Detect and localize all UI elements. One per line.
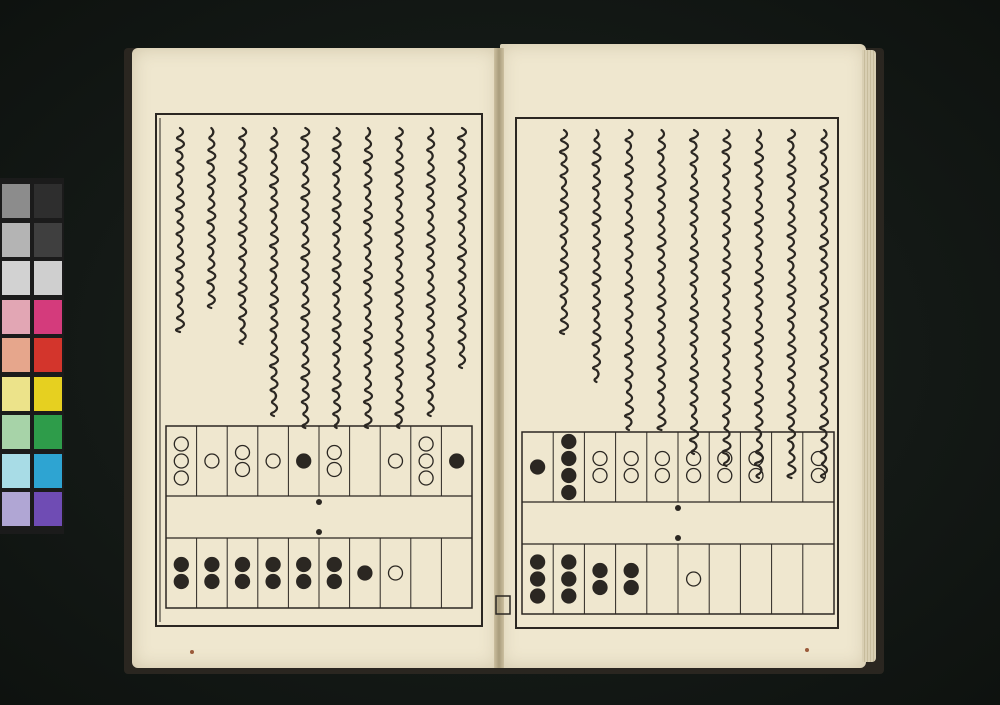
color-patch: [2, 377, 30, 411]
black-stone: [531, 555, 545, 569]
star-point: [675, 505, 681, 511]
black-stone: [562, 452, 576, 466]
color-patch: [34, 300, 62, 334]
black-stone: [174, 575, 188, 589]
white-stone: [687, 469, 701, 483]
text-column: [427, 128, 435, 416]
white-stone: [236, 463, 250, 477]
color-patch: [2, 454, 30, 488]
black-stone: [358, 566, 372, 580]
white-stone: [419, 454, 433, 468]
black-stone: [562, 469, 576, 483]
black-stone: [205, 558, 219, 572]
white-stone: [327, 463, 341, 477]
black-stone: [562, 486, 576, 500]
white-stone: [419, 471, 433, 485]
black-stone: [624, 581, 638, 595]
black-stone: [593, 581, 607, 595]
right-page-text-columns: [560, 130, 828, 478]
star-point: [316, 499, 322, 505]
white-stone: [811, 452, 825, 466]
black-stone: [531, 589, 545, 603]
text-column: [560, 130, 568, 334]
color-patch: [2, 184, 30, 218]
color-patch: [34, 415, 62, 449]
white-stone: [419, 437, 433, 451]
color-calibration-chart: [0, 178, 64, 534]
white-stone: [687, 572, 701, 586]
black-stone: [266, 558, 280, 572]
white-stone: [174, 437, 188, 451]
right-page-go-diagram: [522, 432, 834, 614]
color-patch: [2, 338, 30, 372]
text-column: [364, 128, 372, 428]
white-stone: [655, 469, 669, 483]
color-patch: [34, 377, 62, 411]
color-patch: [2, 261, 30, 295]
text-column: [658, 130, 666, 430]
black-stone: [562, 555, 576, 569]
white-stone: [389, 454, 403, 468]
text-column: [723, 130, 731, 466]
white-stone: [327, 446, 341, 460]
printed-ink-layer: [124, 44, 884, 674]
text-column: [458, 128, 466, 368]
paper-spot: [805, 648, 809, 652]
left-page-text-columns: [176, 128, 466, 428]
text-column: [207, 128, 215, 308]
black-stone: [236, 575, 250, 589]
color-patch: [2, 300, 30, 334]
text-column: [176, 128, 184, 332]
black-stone: [205, 575, 219, 589]
color-patch: [34, 338, 62, 372]
white-stone: [236, 446, 250, 460]
black-stone: [327, 558, 341, 572]
color-patch: [34, 454, 62, 488]
text-column: [395, 128, 403, 428]
text-column: [593, 130, 601, 382]
color-patch: [34, 184, 62, 218]
color-patch: [34, 223, 62, 257]
text-column: [239, 128, 247, 344]
black-stone: [236, 558, 250, 572]
white-stone: [593, 452, 607, 466]
black-stone: [624, 564, 638, 578]
text-column: [270, 128, 278, 416]
star-point: [675, 535, 681, 541]
right-page-frame: [516, 118, 838, 628]
black-stone: [266, 575, 280, 589]
white-stone: [624, 469, 638, 483]
white-stone: [205, 454, 219, 468]
folio-number: [496, 596, 510, 614]
text-column: [625, 130, 633, 430]
open-book: [124, 44, 884, 674]
paper-spot: [190, 650, 194, 654]
black-stone: [593, 564, 607, 578]
color-patch: [34, 492, 62, 526]
black-stone: [531, 460, 545, 474]
star-point: [316, 529, 322, 535]
black-stone: [297, 454, 311, 468]
text-column: [301, 128, 309, 428]
black-stone: [562, 572, 576, 586]
white-stone: [718, 469, 732, 483]
black-stone: [450, 454, 464, 468]
white-stone: [624, 452, 638, 466]
black-stone: [327, 575, 341, 589]
white-stone: [174, 471, 188, 485]
color-patch: [34, 261, 62, 295]
text-column: [820, 130, 828, 478]
color-patch: [2, 223, 30, 257]
left-page-go-diagram: [166, 426, 472, 608]
white-stone: [389, 566, 403, 580]
black-stone: [297, 558, 311, 572]
white-stone: [811, 469, 825, 483]
black-stone: [531, 572, 545, 586]
text-column: [788, 130, 796, 478]
white-stone: [266, 454, 280, 468]
black-stone: [562, 435, 576, 449]
black-stone: [297, 575, 311, 589]
white-stone: [655, 452, 669, 466]
black-stone: [562, 589, 576, 603]
text-column: [333, 128, 341, 428]
white-stone: [174, 454, 188, 468]
black-stone: [174, 558, 188, 572]
white-stone: [593, 469, 607, 483]
color-patch: [2, 415, 30, 449]
color-patch: [2, 492, 30, 526]
text-column: [755, 130, 763, 478]
text-column: [690, 130, 698, 454]
